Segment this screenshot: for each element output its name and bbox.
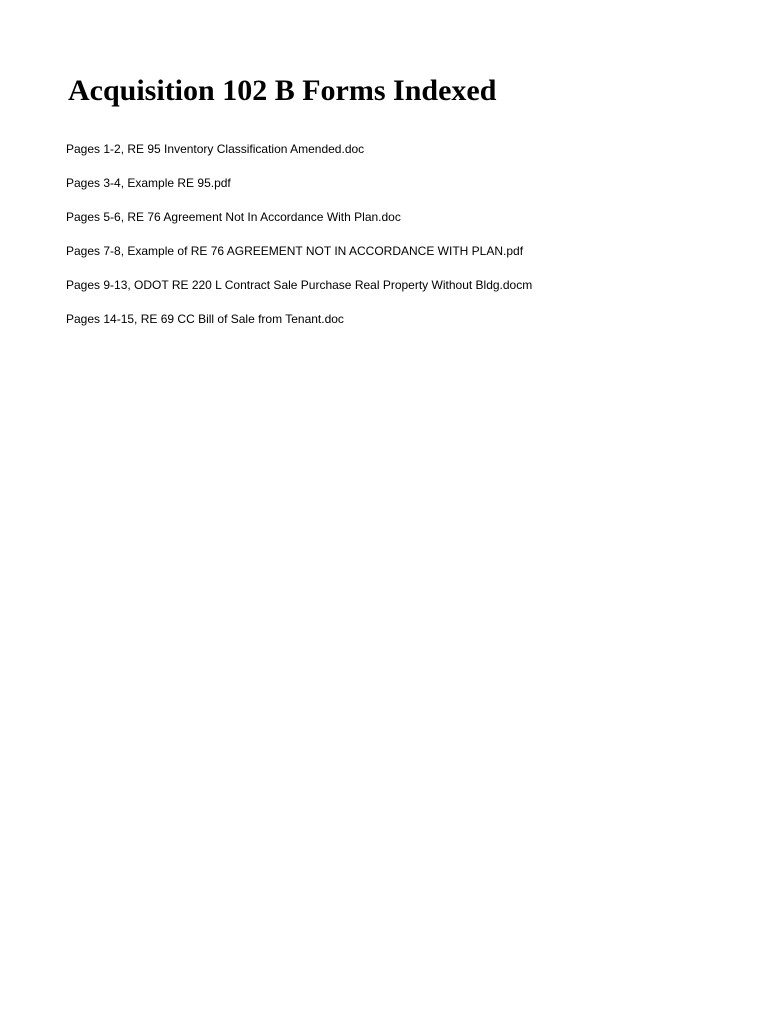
index-list xyxy=(66,139,532,343)
index-entry-2: Pages 3-4, Example RE 95.pdf xyxy=(66,176,231,190)
index-entry-6: Pages 14-15, RE 69 CC Bill of Sale from Tenant.doc xyxy=(66,312,344,326)
index-entry-1: Pages 1-2, RE 95 Inventory Classification Amended.doc xyxy=(66,142,365,156)
index-entry-5: Pages 9-13, ODOT RE 220 L Contract Sale Purchase Real Property Without Bldg.docm xyxy=(66,278,533,292)
document-title: Acquisition 102 B Forms Indexed xyxy=(68,74,497,107)
index-entry-4: Pages 7-8, Example of RE 76 AGREEMENT NOT IN ACCORDANCE WITH PLAN.pdf xyxy=(66,244,524,258)
index-entry-3: Pages 5-6, RE 76 Agreement Not In Accordance With Plan.doc xyxy=(66,210,401,224)
